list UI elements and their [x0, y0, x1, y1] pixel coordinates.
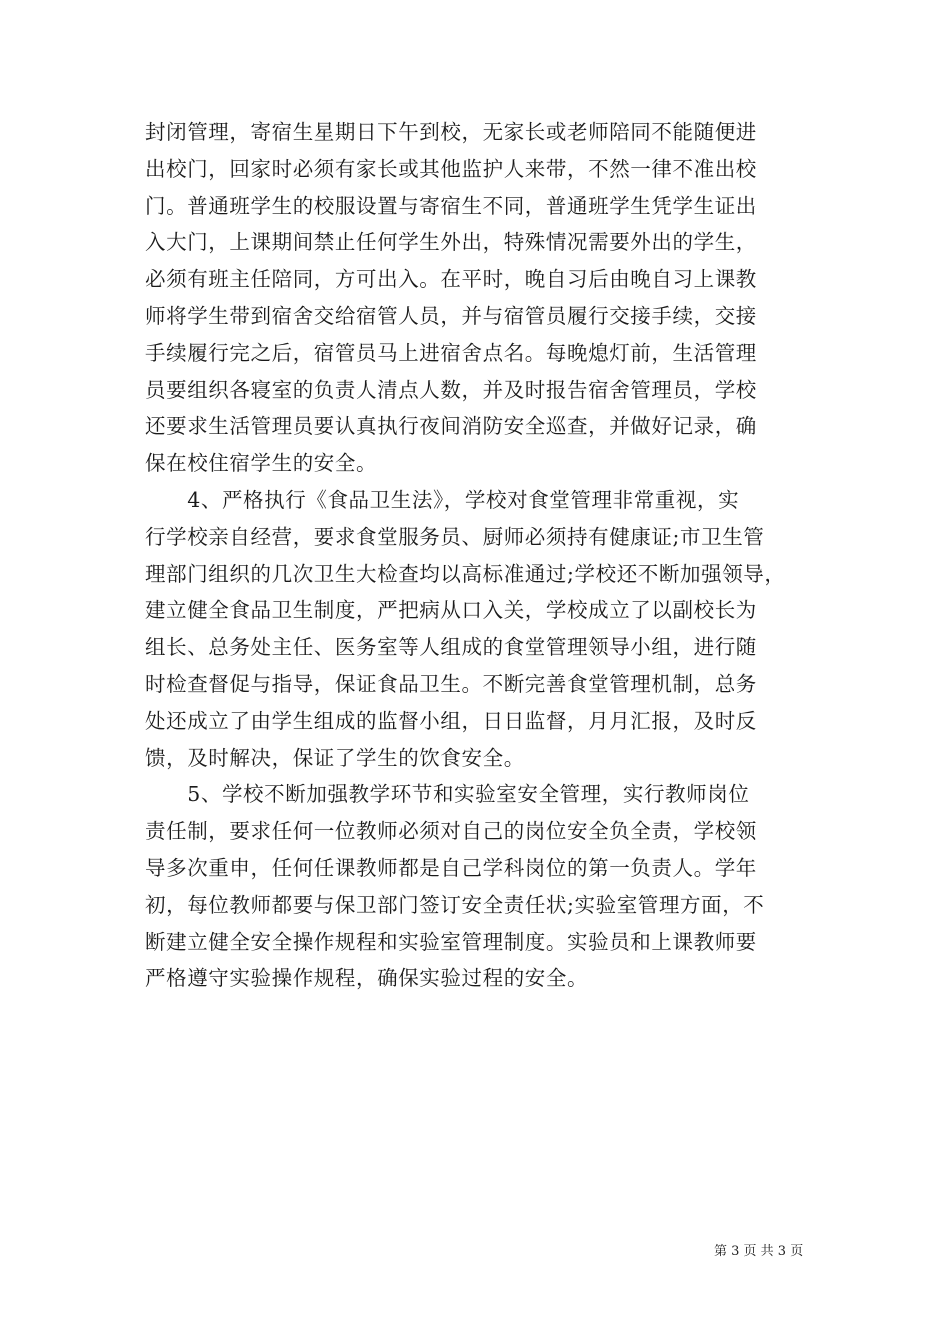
page-number-footer: 第 3 页 共 3 页: [714, 1244, 804, 1259]
text-line: 行学校亲自经营，要求食堂服务员、厨师必须持有健康证;市卫生管: [145, 524, 765, 549]
text-line: 4、严格执行《食品卫生法》，学校对食堂管理非常重视，实: [145, 487, 740, 512]
text-line: 处还成立了由学生组成的监督小组，日日监督，月月汇报，及时反: [145, 708, 757, 733]
text-line: 严格遵守实验操作规程，确保实验过程的安全。: [145, 966, 589, 991]
text-line: 初，每位教师都要与保卫部门签订安全责任状;实验室管理方面，不: [145, 892, 765, 917]
text-line: 建立健全食品卫生制度，严把病从口入关，学校成立了以副校长为: [145, 598, 757, 623]
text-line: 封闭管理，寄宿生星期日下午到校，无家长或老师陪同不能随便进: [145, 120, 757, 144]
text-line: 理部门组织的几次卫生大检查均以高标准通过;学校还不断加强领导，: [145, 561, 786, 586]
text-line: 时检查督促与指导，保证食品卫生。不断完善食堂管理机制，总务: [145, 671, 757, 696]
text-line: 责任制，要求任何一位教师必须对自己的岗位安全负全责，学校领: [145, 819, 757, 844]
text-line: 断建立健全安全操作规程和实验室管理制度。实验员和上课教师要: [145, 929, 757, 954]
text-line: 入大门，上课期间禁止任何学生外出，特殊情况需要外出的学生，: [145, 230, 757, 255]
text-line: 5、学校不断加强教学环节和实验室安全管理，实行教师岗位: [145, 782, 750, 807]
text-line: 保在校住宿学生的安全。: [145, 451, 378, 476]
text-line: 导多次重申，任何任课教师都是自己学科岗位的第一负责人。学年: [145, 855, 757, 880]
text-line: 员要组织各寝室的负责人清点人数，并及时报告宿舍管理员，学校: [145, 377, 757, 402]
text-line: 组长、总务处主任、医务室等人组成的食堂管理领导小组，进行随: [145, 635, 757, 660]
text-line: 必须有班主任陪同，方可出入。在平时，晚自习后由晚自习上课教: [145, 267, 757, 292]
text-line: 出校门，回家时必须有家长或其他监护人来带，不然一律不准出校: [145, 156, 757, 181]
document-body: [145, 114, 810, 997]
text-line: 馈，及时解决，保证了学生的饮食安全。: [145, 745, 525, 770]
text-line: 还要求生活管理员要认真执行夜间消防安全巡查，并做好记录，确: [145, 414, 757, 439]
text-line: 师将学生带到宿舍交给宿管人员，并与宿管员履行交接手续，交接: [145, 303, 757, 328]
text-line: 手续履行完之后，宿管员马上进宿舍点名。每晚熄灯前，生活管理: [145, 340, 757, 365]
text-line: 门。普通班学生的校服设置与寄宿生不同，普通班学生凭学生证出: [145, 193, 757, 218]
